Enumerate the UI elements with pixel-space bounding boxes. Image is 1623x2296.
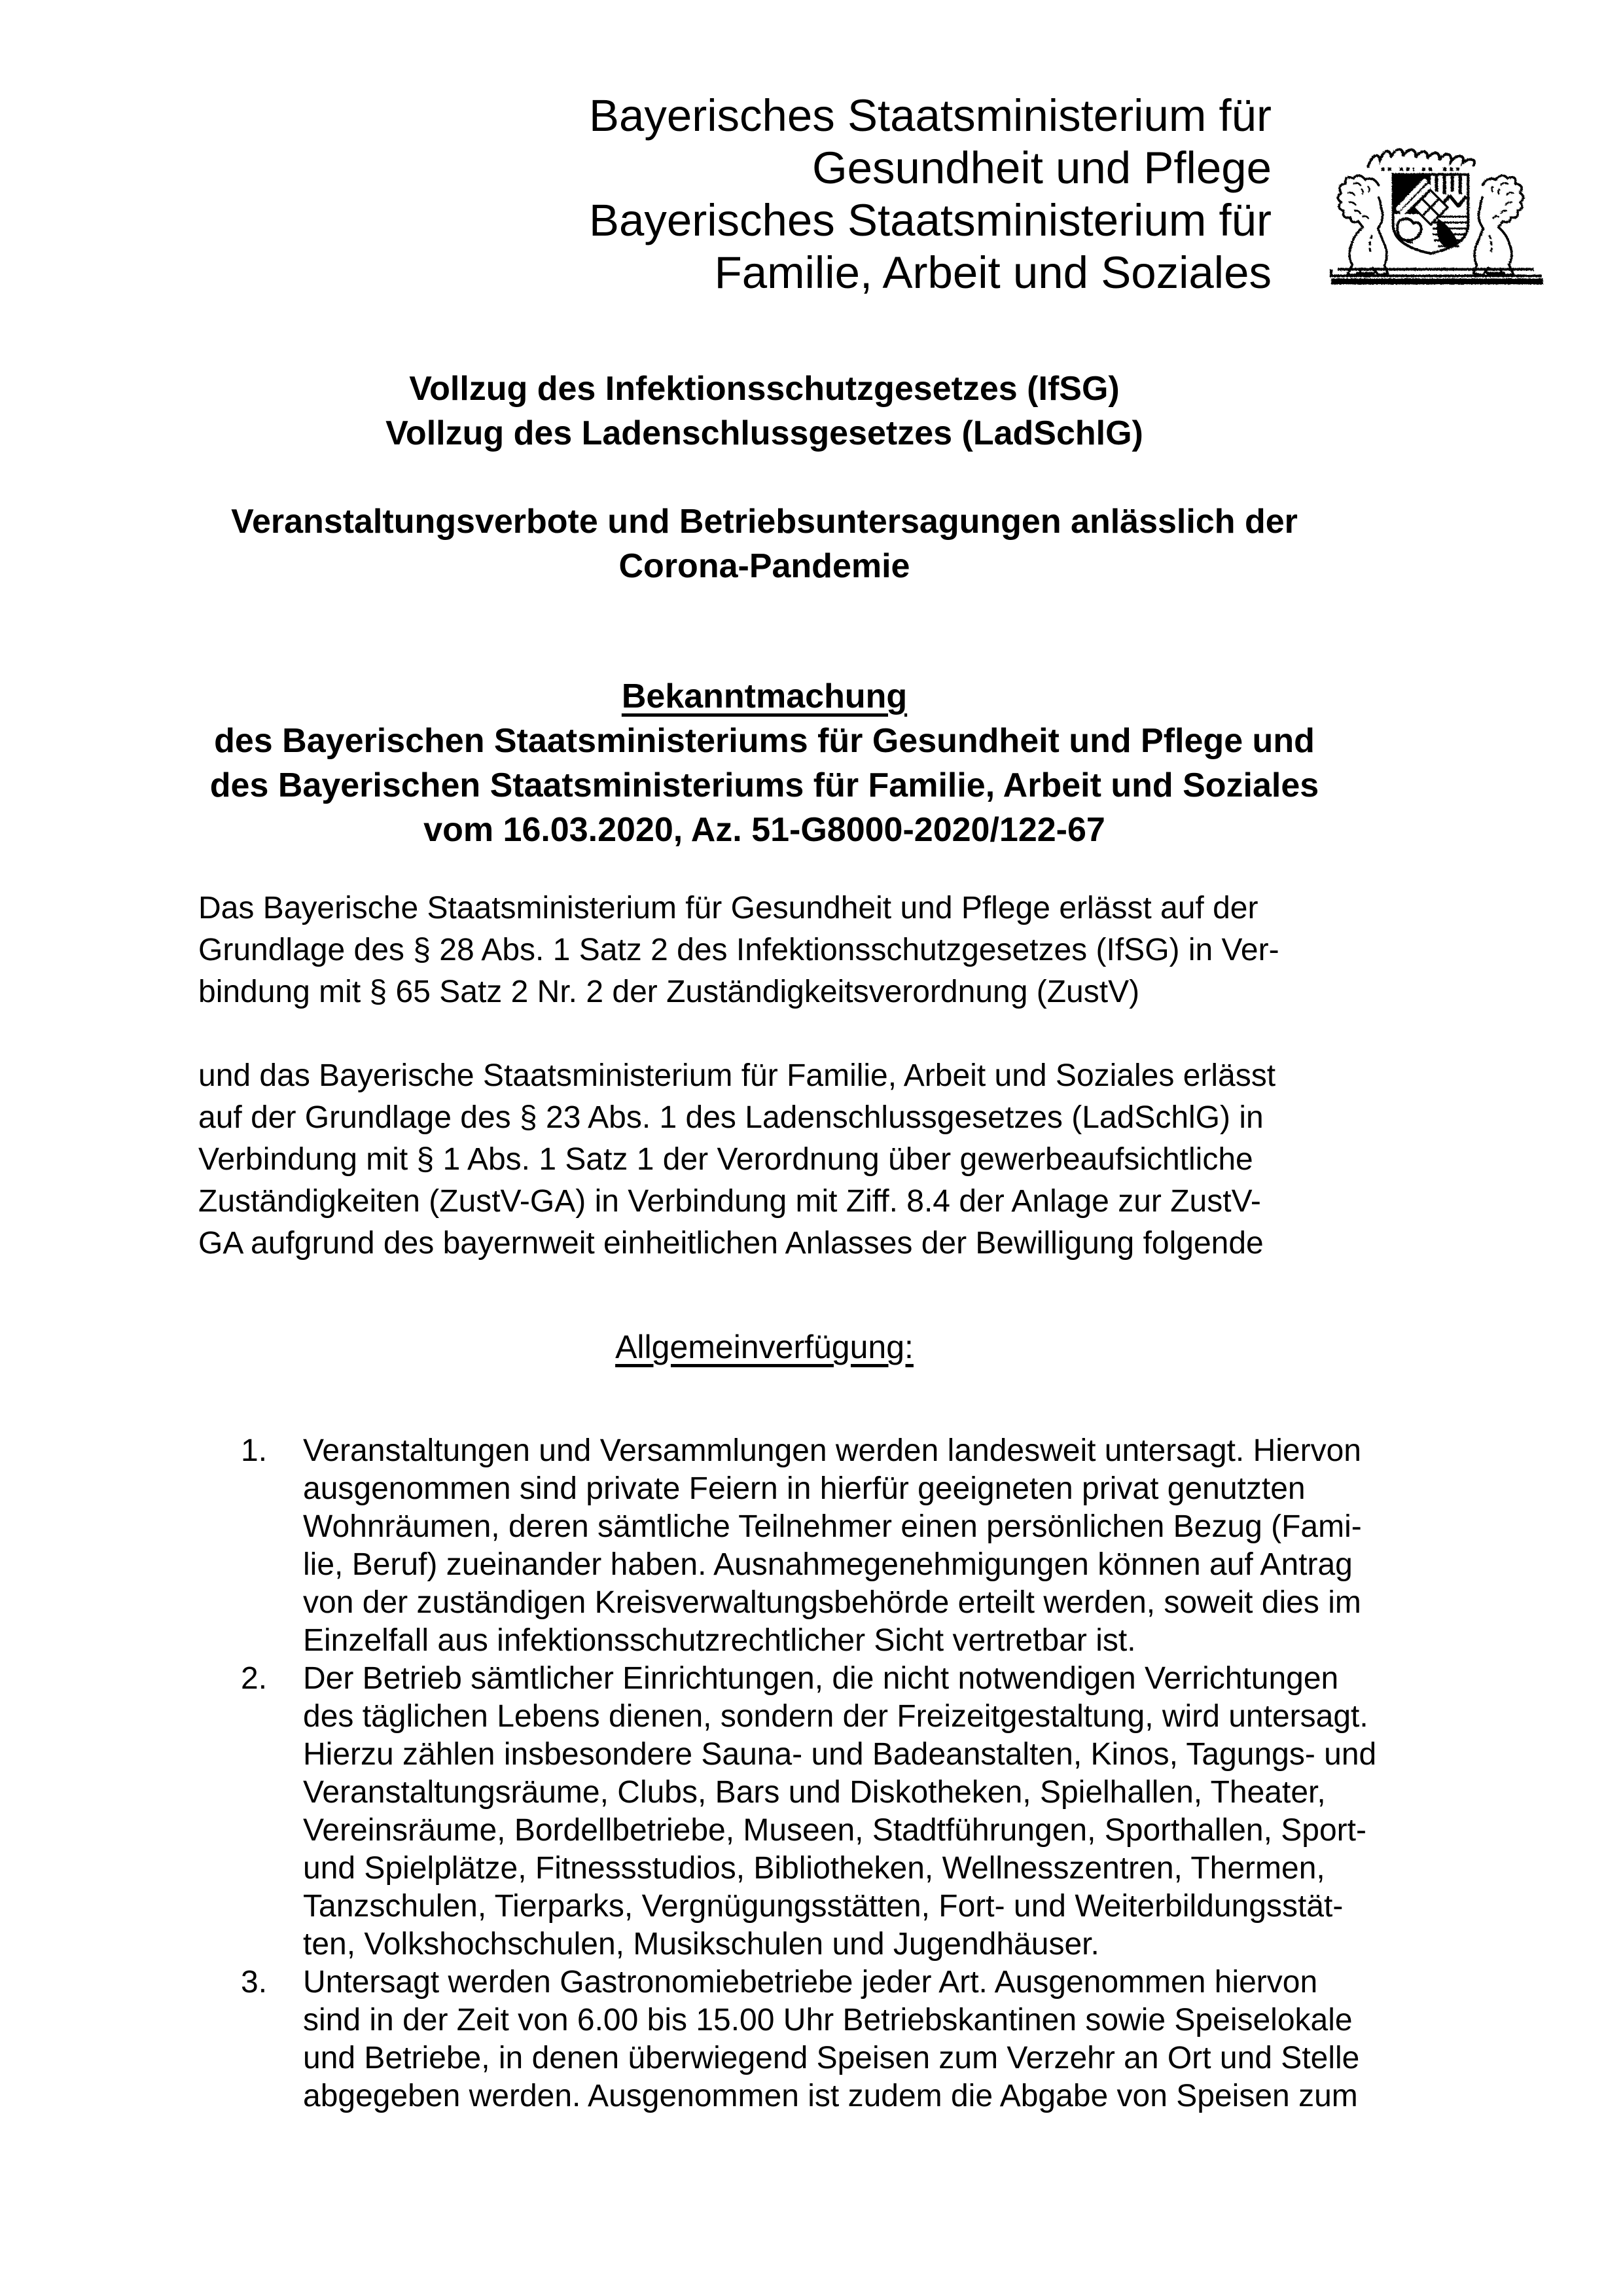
topic-block: [205, 499, 1324, 588]
list-item: [241, 1964, 1376, 2115]
list-item-text: [303, 1432, 1362, 1660]
text-line: Veranstaltungen und Versammlungen werden landesweit untersagt. Hiervon: [303, 1433, 1361, 1468]
announcement-title: [205, 674, 1324, 719]
announcement-title-text: Bekanntmachung: [621, 677, 908, 715]
subject-line: Vollzug des Ladenschlussgesetzes (LadSchlG): [385, 414, 1143, 452]
announcement-line: vom 16.03.2020, Az. 51-G8000-2020/122-67: [423, 811, 1105, 849]
text-line: Der Betrieb sämtlicher Einrichtungen, die nicht notwendigen Verrichtungen: [303, 1661, 1339, 1696]
ministry-line: Familie, Arbeit und Soziales: [714, 247, 1272, 298]
intro-paragraph-2: [198, 1055, 1275, 1265]
text-line: und Spielplätze, Fitnessstudios, Bibliotheken, Wellnesszentren, Thermen,: [303, 1851, 1325, 1886]
intro-paragraph-1: [198, 888, 1279, 1013]
text-line: lie, Beruf) zueinander haben. Ausnahmegenehmigungen können auf Antrag: [303, 1547, 1353, 1582]
text-line: des täglichen Lebens dienen, sondern der Freizeitgestaltung, wird untersagt.: [303, 1699, 1368, 1734]
announcement-line: des Bayerischen Staatsministeriums für Familie, Arbeit und Soziales: [209, 766, 1319, 804]
text-line: Untersagt werden Gastronomiebetriebe jeder Art. Ausgenommen hiervon: [303, 1965, 1318, 2000]
list-item-number: 3.: [241, 1965, 268, 2000]
text-line: Das Bayerische Staatsministerium für Gesundheit und Pflege erlässt auf der: [198, 891, 1258, 925]
list-item: [241, 1660, 1376, 1964]
text-line: Vereinsräume, Bordellbetriebe, Museen, Stadtführungen, Sporthallen, Sport-: [303, 1813, 1366, 1848]
topic-line: Corona-Pandemie: [618, 547, 910, 585]
text-line: ten, Volkshochschulen, Musikschulen und Jugendhäuser.: [303, 1927, 1099, 1962]
list-item-text: [303, 1964, 1359, 2115]
decree-heading: [205, 1326, 1324, 1368]
ministry-line: Bayerisches Staatsministerium für: [588, 90, 1272, 141]
decree-heading-text: Allgemeinverfügung:: [615, 1329, 914, 1365]
text-line: Veranstaltungsräume, Clubs, Bars und Diskotheken, Spielhallen, Theater,: [303, 1775, 1326, 1810]
text-line: Einzelfall aus infektionsschutzrechtlicher Sicht vertretbar ist.: [303, 1623, 1136, 1658]
text-line: bindung mit § 65 Satz 2 Nr. 2 der Zuständigkeitsverordnung (ZustV): [198, 975, 1140, 1009]
announcement-line: des Bayerischen Staatsministeriums für Gesundheit und Pflege und: [214, 722, 1315, 760]
topic-line: Veranstaltungsverbote und Betriebsuntersagungen anlässlich der: [231, 503, 1298, 541]
text-line: Wohnräumen, deren sämtliche Teilnehmer einen persönlichen Bezug (Fami-: [303, 1509, 1362, 1544]
list-item-number: 1.: [241, 1433, 268, 1468]
text-line: GA aufgrund des bayernweit einheitlichen Anlasses der Bewilligung folgende: [198, 1226, 1264, 1261]
text-line: Verbindung mit § 1 Abs. 1 Satz 1 der Verordnung über gewerbeaufsichtliche: [198, 1142, 1253, 1177]
text-line: Hierzu zählen insbesondere Sauna- und Badeanstalten, Kinos, Tagungs- und: [303, 1737, 1377, 1772]
ministry-line: Bayerisches Staatsministerium für: [588, 195, 1272, 245]
ministry-header: [589, 90, 1272, 299]
list-item-text: [303, 1660, 1376, 1964]
bavarian-coat-of-arms-icon: [1315, 143, 1546, 295]
subject-line: Vollzug des Infektionsschutzgesetzes (IfSG): [409, 370, 1120, 408]
subject-block: [205, 367, 1324, 456]
text-line: sind in der Zeit von 6.00 bis 15.00 Uhr Betriebskantinen sowie Speiselokale: [303, 2003, 1353, 2037]
text-line: auf der Grundlage des § 23 Abs. 1 des Ladenschlussgesetzes (LadSchlG) in: [198, 1100, 1264, 1135]
text-line: von der zuständigen Kreisverwaltungsbehörde erteilt werden, soweit dies im: [303, 1585, 1361, 1620]
text-line: und Betriebe, in denen überwiegend Speisen zum Verzehr an Ort und Stelle: [303, 2041, 1360, 2075]
text-line: Grundlage des § 28 Abs. 1 Satz 2 des Infektionsschutzgesetzes (IfSG) in Ver-: [198, 933, 1279, 967]
announcement-block: [205, 674, 1324, 852]
list-item: [241, 1432, 1376, 1660]
text-line: Zuständigkeiten (ZustV-GA) in Verbindung mit Ziff. 8.4 der Anlage zur ZustV-: [198, 1184, 1261, 1219]
text-line: ausgenommen sind private Feiern in hierfür geeigneten privat genutzten: [303, 1471, 1306, 1506]
list-item-number: 2.: [241, 1661, 268, 1696]
text-line: und das Bayerische Staatsministerium für Familie, Arbeit und Soziales erlässt: [198, 1058, 1276, 1093]
ministry-line: Gesundheit und Pflege: [812, 143, 1272, 193]
decree-list: [241, 1432, 1376, 2115]
text-line: Tanzschulen, Tierparks, Vergnügungsstätten, Fort- und Weiterbildungsstät-: [303, 1889, 1344, 1924]
text-line: abgegeben werden. Ausgenommen ist zudem die Abgabe von Speisen zum: [303, 2079, 1358, 2113]
